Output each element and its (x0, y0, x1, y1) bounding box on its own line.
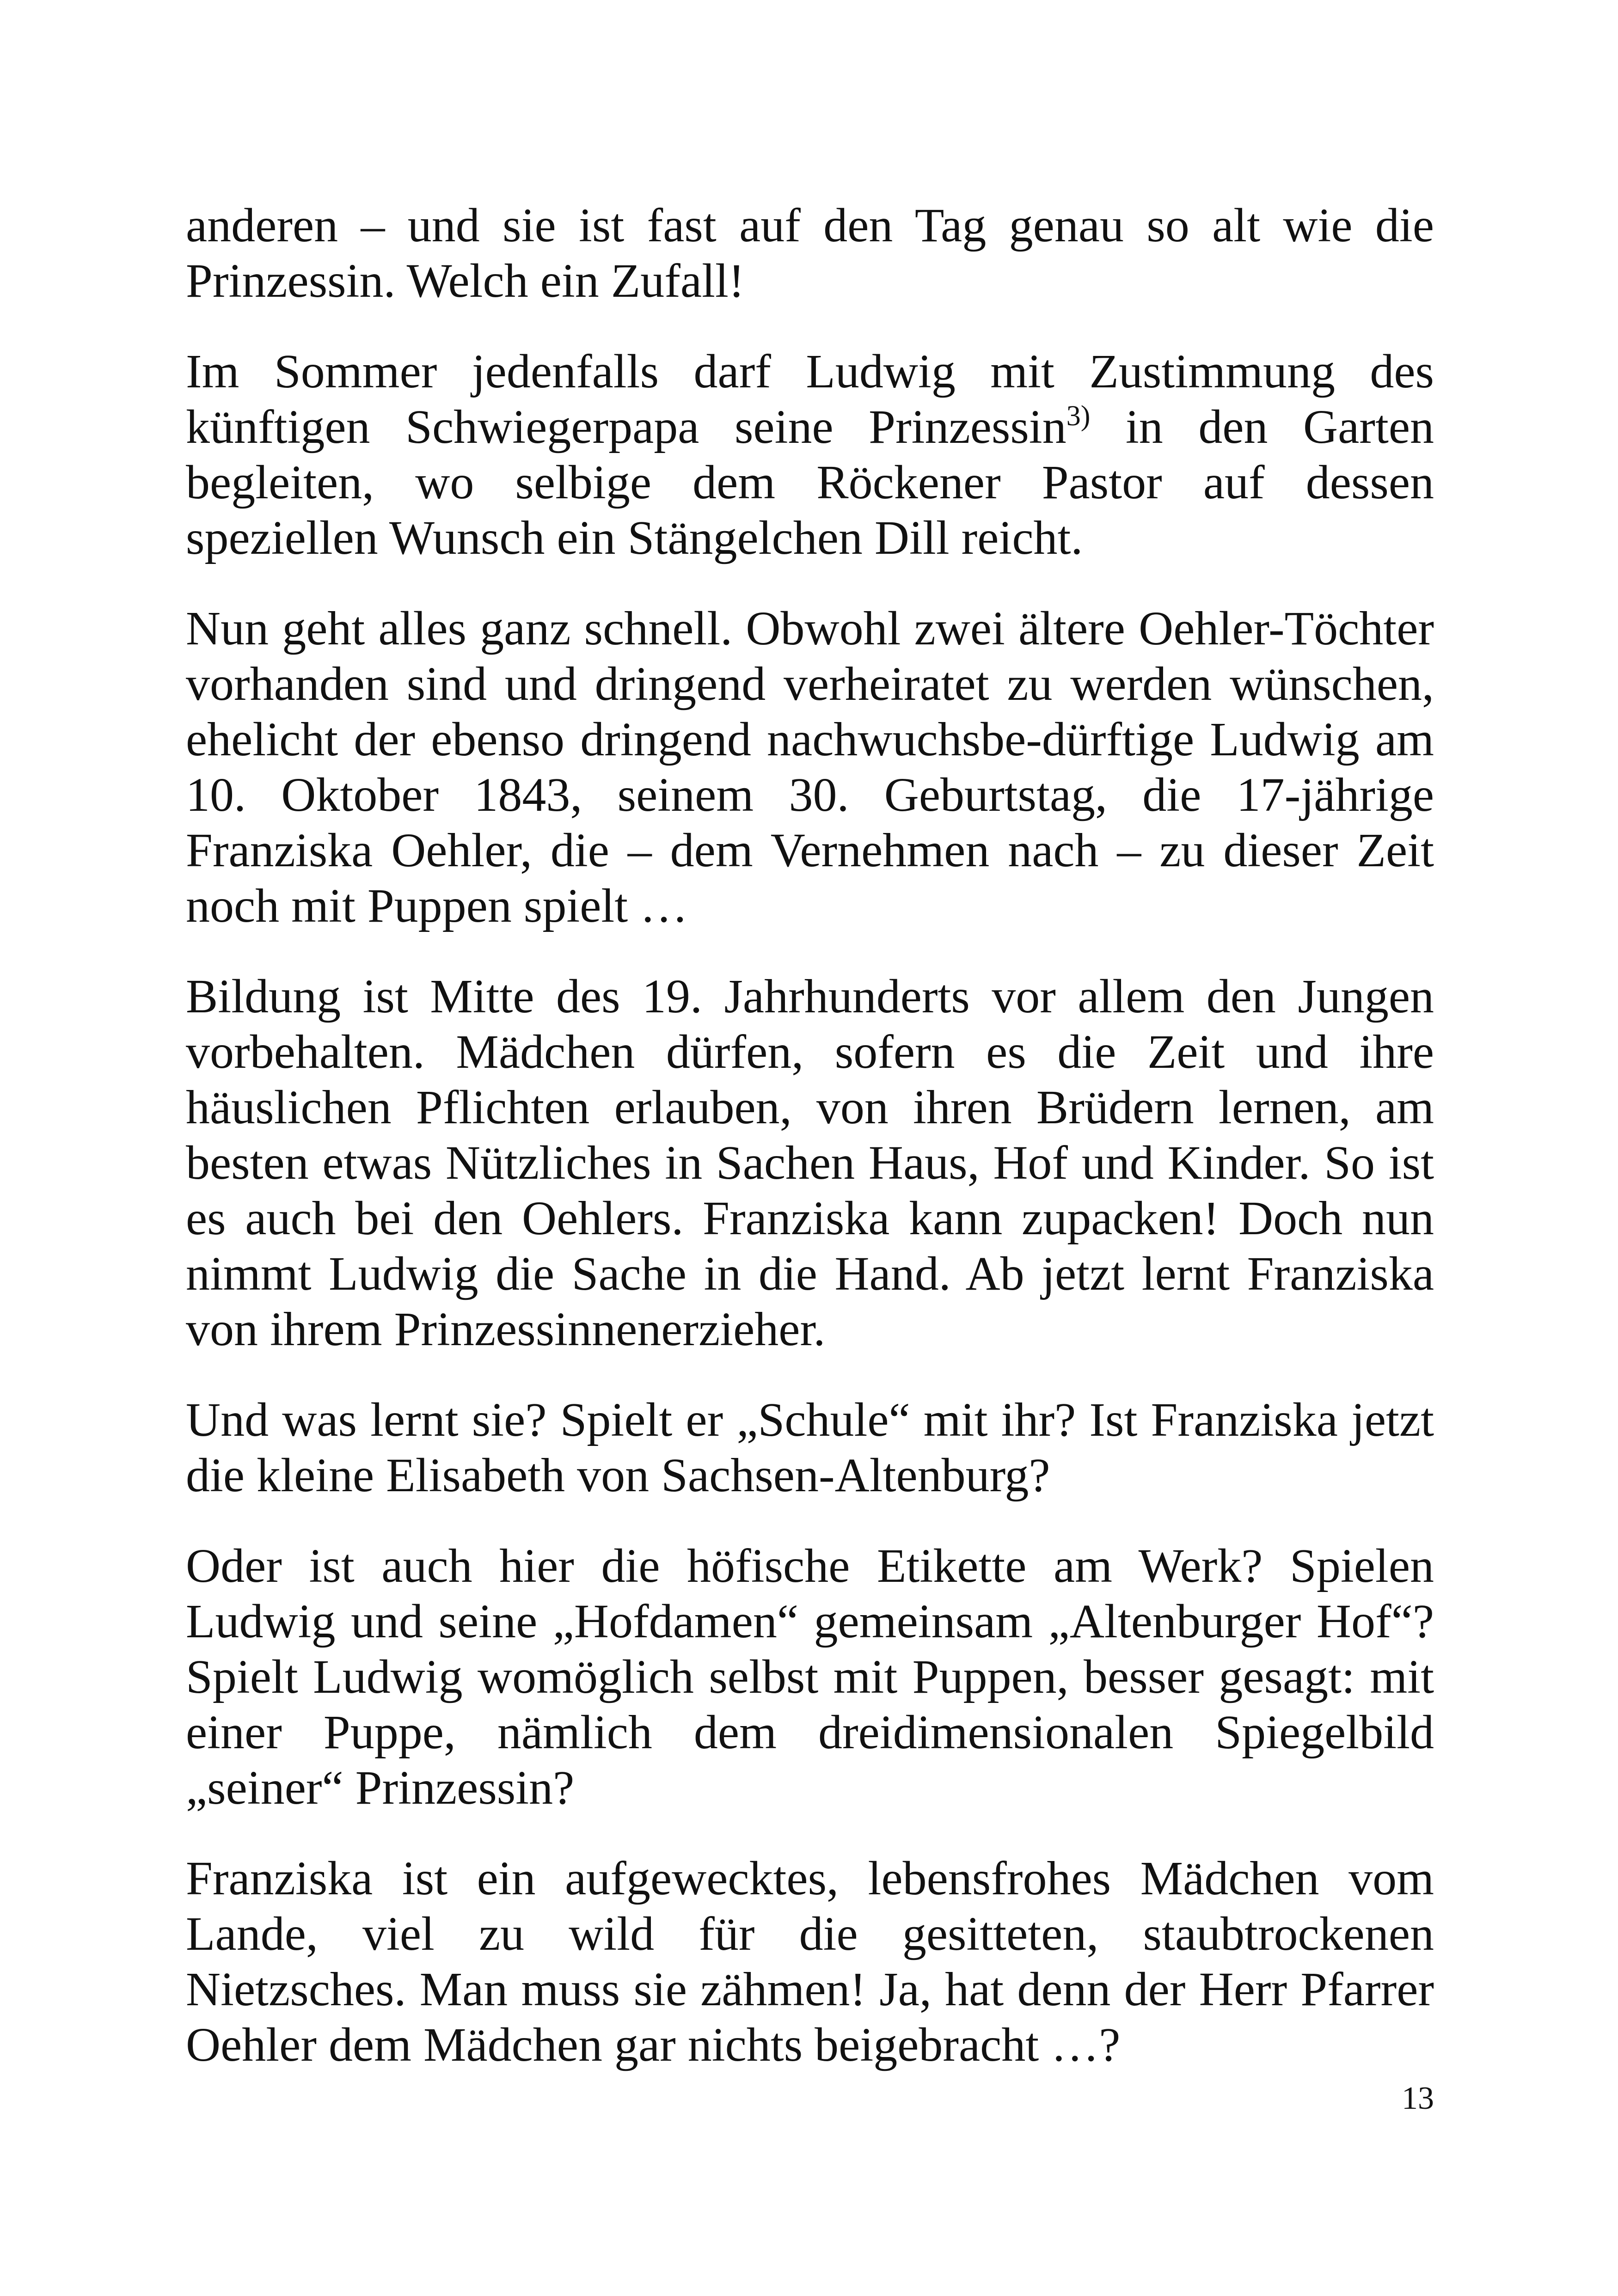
page-number: 13 (1402, 2081, 1434, 2116)
paragraph: Franziska ist ein aufgewecktes, lebensfrohes Mädchen vom Lande, viel zu wild für die gesitteten, staubtrockenen Nietzsches. Man muss sie zähmen! Ja, hat denn der Herr Pfarrer Oehler dem Mädchen gar nichts beigebracht …? (186, 1852, 1434, 2071)
paragraph: Oder ist auch hier die höfische Etikette am Werk? Spielen Ludwig und seine „Hofdamen“ gemeinsam „Altenburger Hof“? Spielt Ludwig womöglich selbst mit Puppen, besser gesagt: mit einer Puppe, nämlich dem dreidimensionalen Spiegelbild „seiner“ Prinzessin? (186, 1539, 1434, 1814)
paragraph: Und was lernt sie? Spielt er „Schule“ mit ihr? Ist Franziska jetzt die kleine Elisabeth von Sachsen-Altenburg? (186, 1393, 1434, 1502)
paragraph: Nun geht alles ganz schnell. Obwohl zwei ältere Oehler-Töchter vorhanden sind und dringend verheiratet zu werden wünschen, ehelicht der ebenso dringend nachwuchsbe-dürftige Ludwig am 10. Oktober 1843, seinem 30. Geburtstag, die 17-jährige Franziska Oehler, die – dem Vernehmen nach – zu dieser Zeit noch mit Puppen spielt … (186, 602, 1434, 932)
body-text (186, 198, 1434, 2073)
paragraph-text: in den Garten begleiten, wo selbige dem Röckener Pastor auf dessen speziellen Wunsch ein Stängelchen Dill reicht. (186, 400, 1434, 564)
paragraph: anderen – und sie ist fast auf den Tag genau so alt wie die Prinzessin. Welch ein Zufall! (186, 199, 1434, 307)
paragraph (186, 344, 1434, 566)
paragraph-text: Im Sommer jedenfalls darf Ludwig mit Zustimmung des künftigen Schwiegerpapa seine Prinzessin (186, 345, 1434, 453)
footnote-marker[interactable]: 3) (1066, 400, 1091, 432)
paragraph: Bildung ist Mitte des 19. Jahrhunderts vor allem den Jungen vorbehalten. Mädchen dürfen, sofern es die Zeit und ihre häuslichen Pflichten erlauben, von ihren Brüdern lernen, am besten etwas Nützliches in Sachen Haus, Hof und Kinder. So ist es auch bei den Oehlers. Franziska kann zupacken! Doch nun nimmt Ludwig die Sache in die Hand. Ab jetzt lernt Franziska von ihrem Prinzessinnenerzieher. (186, 970, 1434, 1356)
